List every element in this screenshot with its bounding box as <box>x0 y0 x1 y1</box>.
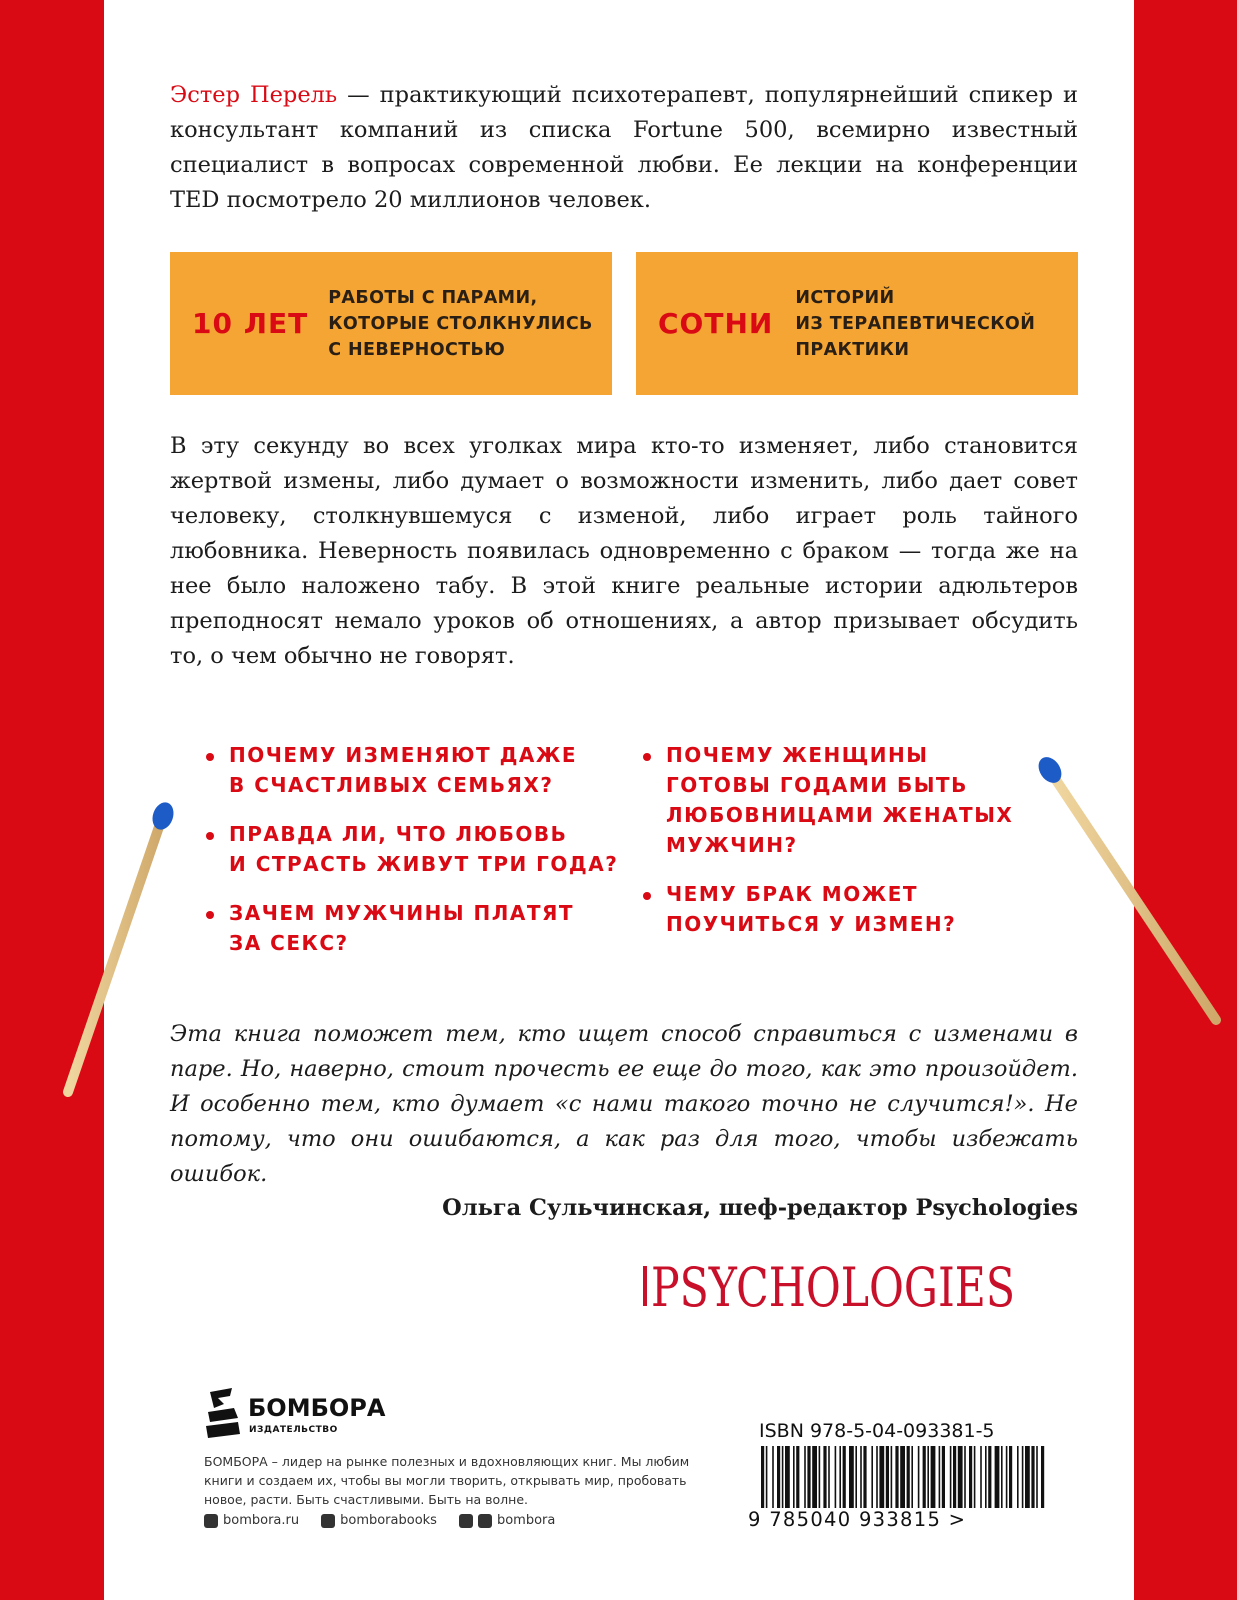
barcode-bar <box>871 1446 873 1510</box>
barcode-digits: 9 785040 933815 > <box>744 1508 1048 1531</box>
barcode-bar <box>828 1446 830 1510</box>
social-site-label: bombora.ru <box>223 1513 300 1528</box>
barcode-bar <box>766 1446 768 1510</box>
youtube-icon <box>459 1514 473 1528</box>
barcode-bar <box>939 1446 941 1510</box>
isbn-barcode <box>749 1446 1049 1556</box>
social-video[interactable] <box>459 1513 555 1528</box>
barcode-bar <box>876 1446 878 1510</box>
question-item: ЗАЧЕМ МУЖЧИНЫ ПЛАТЯТ ЗА СЕКС? <box>204 898 641 958</box>
barcode-bar <box>839 1446 841 1510</box>
barcode-bar <box>1009 1446 1012 1510</box>
barcode-bar <box>855 1446 857 1510</box>
publisher-description: БОМБОРА – лидер на рынке полезных и вдохновляющих книг. Мы любим книги и создаем их, чтобы вы могли творить, открывать мир, пробовать новое, расти. Быть счастливыми. Быть на волне. <box>204 1454 690 1507</box>
isbn-number: ISBN 978-5-04-093381-5 <box>759 1420 995 1442</box>
barcode-bar <box>950 1446 952 1510</box>
social-site[interactable] <box>204 1513 299 1528</box>
match-right-icon <box>1030 750 1230 1040</box>
highlight-box-caption: РАБОТЫ С ПАРАМИ, КОТОРЫЕ СТОЛКНУЛИСЬ С НЕВЕРНОСТЬЮ <box>328 287 593 360</box>
barcode-bar <box>886 1446 889 1510</box>
barcode-bar <box>907 1446 910 1510</box>
barcode-bar <box>849 1446 854 1510</box>
barcode-bar <box>1041 1446 1044 1510</box>
question-item: ПРАВДА ЛИ, ЧТО ЛЮБОВЬ И СТРАСТЬ ЖИВУТ ТРИ ГОДА? <box>204 819 641 879</box>
barcode-bar <box>772 1446 774 1510</box>
author-intro-text: — практикующий психотерапевт, популярнейший спикер и консультант компаний из списка Fortune 500, всемирно известный специалист в вопросах современной любви. Ее лекции на конференции TED посмотрело 20 миллионов человек. <box>170 82 1079 213</box>
review-signature: Ольга Сульчинская, шеф-редактор Psychologies <box>442 1195 1078 1221</box>
bombora-logo <box>204 1386 394 1442</box>
barcode-bar <box>863 1446 866 1510</box>
highlight-boxes <box>170 252 1078 395</box>
bombora-logo-subtext: ИЗДАТЕЛЬСТВО <box>249 1425 338 1435</box>
barcode-bar <box>942 1446 945 1510</box>
questions-column-left <box>204 740 641 977</box>
barcode-bar <box>980 1446 982 1510</box>
question-item: ПОЧЕМУ ИЗМЕНЯЮТ ДАЖЕ В СЧАСТЛИВЫХ СЕМЬЯХ? <box>204 740 641 800</box>
telegram-icon <box>478 1514 492 1528</box>
barcode-bar <box>782 1446 784 1510</box>
highlight-box-number: СОТНИ <box>658 307 774 340</box>
barcode-bar <box>1036 1446 1038 1510</box>
barcode-bar <box>793 1446 795 1510</box>
social-vk[interactable] <box>321 1513 437 1528</box>
social-video-label: bombora <box>496 1513 556 1528</box>
highlight-box-caption: ИСТОРИЙ ИЗ ТЕРАПЕВТИЧЕСКОЙ ПРАКТИКИ <box>795 287 1036 360</box>
barcode-bar <box>988 1446 991 1510</box>
book-back-cover <box>104 0 1134 1600</box>
barcode-bar <box>911 1446 913 1510</box>
barcode-bar <box>1025 1446 1030 1510</box>
barcode-bar <box>900 1446 905 1510</box>
barcode-bar <box>796 1446 799 1510</box>
vk-icon <box>321 1514 335 1528</box>
highlight-box-stories <box>636 252 1078 395</box>
barcode-bar <box>895 1446 898 1510</box>
website-icon <box>204 1514 218 1528</box>
author-name: Эстер Перель <box>170 82 338 108</box>
barcode-bar <box>823 1446 826 1510</box>
barcode-bar <box>923 1446 926 1510</box>
book-description: В эту секунду во всех уголках мира кто-то изменяет, либо становится жертвой измены, либо думает о возможности изменить, либо дает совет человеку, столкнувшемуся с изменой, либо играет роль тайного любовника. Неверность появилась одновременно с браком — тогда же на нее было наложено табу. В этой книге реальные истории адюльтеров преподносят немало уроков об отношениях, а автор призывает обсудить то, о чем обычно не говорят. <box>170 433 1078 669</box>
barcode-bar <box>953 1446 956 1510</box>
barcode-bar <box>969 1446 972 1510</box>
barcode-bar <box>860 1446 862 1510</box>
barcode-bar <box>1017 1446 1019 1510</box>
barcode-bar <box>1031 1446 1034 1510</box>
highlight-box-years <box>170 252 612 395</box>
barcode-bar <box>807 1446 810 1510</box>
question-item: ЧЕМУ БРАК МОЖЕТ ПОУЧИТЬСЯ У ИЗМЕН? <box>641 879 1041 939</box>
review-quote: Эта книга поможет тем, кто ищет способ справиться с изменами в паре. Но, наверно, стоит прочесть ее еще до того, как это произойдет. И особенно тем, кто думает «с нами такого точно не случится!». Не потому, что они ошибаются, а как раз для того, чтобы избежать ошибок. <box>170 1021 1078 1187</box>
psychologies-logo <box>643 1246 1023 1318</box>
publisher-socials <box>204 1513 555 1528</box>
barcode-bar <box>931 1446 936 1510</box>
barcode-bar <box>927 1446 929 1510</box>
bombora-emblem-icon <box>206 1388 240 1438</box>
highlight-box-number: 10 ЛЕТ <box>192 307 309 340</box>
barcode-bar <box>819 1446 821 1510</box>
barcode-bar <box>1022 1446 1024 1510</box>
barcode-bar <box>835 1446 837 1510</box>
barcode-bar <box>958 1446 963 1510</box>
barcode-bar <box>985 1446 987 1510</box>
author-intro <box>170 78 1078 218</box>
barcode-bar <box>843 1446 846 1510</box>
match-left-icon <box>50 800 180 1110</box>
bombora-logo-text: БОМБОРА <box>248 1394 386 1422</box>
barcode-bar <box>964 1446 966 1510</box>
barcode-bar <box>812 1446 817 1510</box>
barcode-bar <box>891 1446 893 1510</box>
barcode-bar <box>918 1446 920 1510</box>
barcode-bar <box>1006 1446 1008 1510</box>
social-vk-label: bomborabooks <box>340 1513 437 1528</box>
question-item: ПОЧЕМУ ЖЕНЩИНЫ ГОТОВЫ ГОДАМИ БЫТЬ ЛЮБОВНИЦАМИ ЖЕНАТЫХ МУЖЧИН? <box>641 740 1041 860</box>
barcode-bar <box>785 1446 790 1510</box>
barcode-bar <box>879 1446 884 1510</box>
questions-column-right <box>641 740 1041 977</box>
barcode-bar <box>777 1446 780 1510</box>
barcode-bar <box>804 1446 806 1510</box>
barcode-bar <box>995 1446 1000 1510</box>
psychologies-logo-text: PSYCHOLOGIES <box>651 1256 1015 1319</box>
barcode-bar <box>761 1446 764 1510</box>
barcode-bar <box>1001 1446 1003 1510</box>
questions-list <box>204 740 1054 977</box>
barcode-bar <box>974 1446 976 1510</box>
